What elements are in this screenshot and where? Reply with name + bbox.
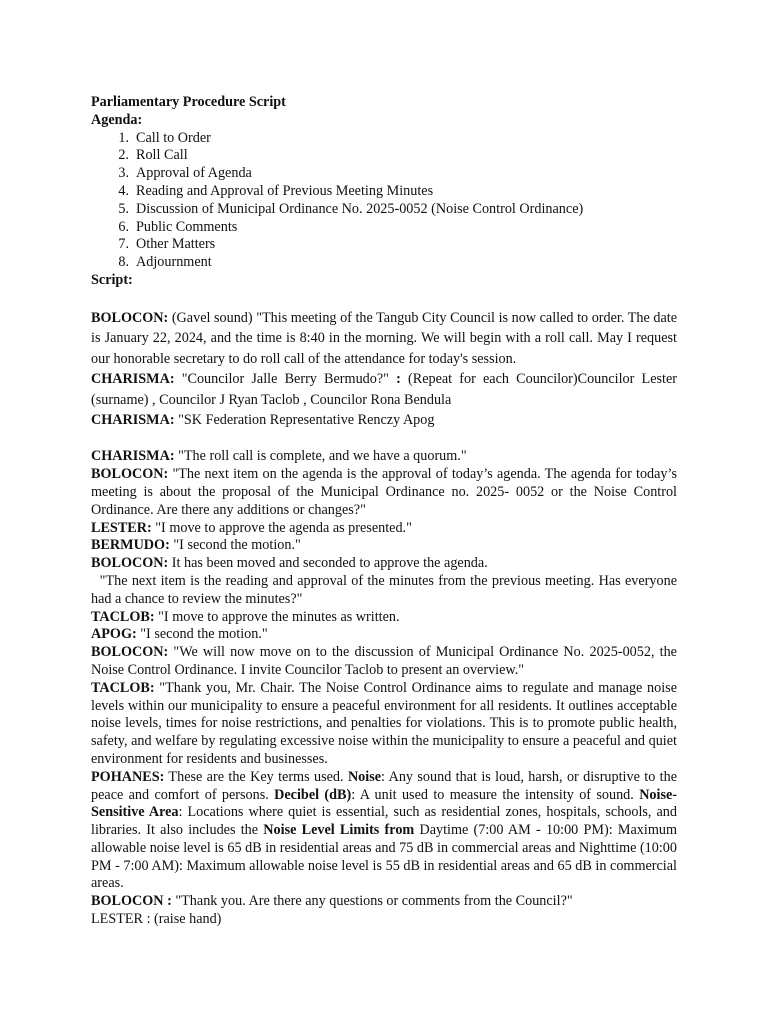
agenda-item-number: 4. bbox=[118, 182, 129, 199]
speech-text: : Any sound that is loud, harsh, or disruptive to the peace and comfort of persons. bbox=[91, 768, 678, 803]
speaker-name: CHARISMA: bbox=[91, 448, 175, 465]
agenda-item-text: Call to Order bbox=[136, 129, 211, 146]
speaker-name: TACLOB: bbox=[91, 608, 155, 625]
speech-text: These are the Key terms used. bbox=[164, 768, 348, 785]
speech-colon: : bbox=[396, 371, 401, 388]
speaker-name: BOLOCON: bbox=[91, 555, 169, 572]
speech-text: "Councilor Jalle Berry Bermudo?" bbox=[174, 371, 397, 388]
speaker-name: BOLOCON: bbox=[91, 644, 169, 661]
agenda-item-text: Other Matters bbox=[136, 236, 216, 253]
speaker-name: LESTER: bbox=[91, 519, 152, 536]
speech-text: "We will now move on to the discussion of Municipal Ordinance No. 2025-0052, the Noise Control Ordinance. I invite Councilor Taclob to present an overview." bbox=[91, 644, 677, 678]
script-line bbox=[91, 466, 677, 519]
agenda-item-text: Reading and Approval of Previous Meeting Minutes bbox=[136, 182, 434, 199]
agenda-item-number: 1. bbox=[118, 129, 129, 146]
script-line bbox=[91, 644, 677, 680]
term-decibel: Decibel (dB) bbox=[274, 786, 352, 803]
speech-text: It has been moved and seconded to approve the agenda. bbox=[168, 555, 488, 572]
agenda-item bbox=[91, 219, 677, 237]
agenda-item bbox=[91, 130, 677, 148]
agenda-item-text: Adjournment bbox=[136, 254, 212, 271]
agenda-item bbox=[91, 147, 677, 165]
script-line bbox=[91, 555, 677, 573]
speech-text: "I second the motion." bbox=[169, 537, 301, 554]
paragraph-gap bbox=[91, 290, 677, 308]
speech-text: : Locations where quiet is essential, such as residential zones, hospitals, schools, and libraries. It also includes the bbox=[91, 804, 677, 839]
speaker-name: TACLOB: bbox=[91, 679, 155, 696]
script-line bbox=[91, 537, 677, 555]
agenda-item-number: 7. bbox=[118, 236, 129, 253]
speaker-name: BERMUDO: bbox=[91, 537, 170, 554]
roll-call-block bbox=[91, 308, 677, 431]
agenda-item bbox=[91, 165, 677, 183]
term-noise-sensitive-area: Noise-Sensitive Area bbox=[91, 786, 678, 821]
script-line bbox=[91, 308, 677, 370]
speaker-name: POHANES: bbox=[91, 768, 165, 785]
speech-text: "I move to approve the minutes as written. bbox=[154, 608, 400, 625]
agenda-item-text: Roll Call bbox=[136, 147, 188, 164]
speech-text: "I move to approve the agenda as presented." bbox=[151, 519, 412, 536]
speaker-name: BOLOCON: bbox=[91, 309, 169, 326]
speaker-name: CHARISMA: bbox=[91, 412, 175, 429]
agenda-item-text: Discussion of Municipal Ordinance No. 2025-0052 (Noise Control Ordinance) bbox=[136, 200, 584, 217]
speaker-name: APOG: bbox=[91, 626, 137, 643]
speech-text: "Thank you, Mr. Chair. The Noise Control Ordinance aims to regulate and manage noise levels within our municipality to ensure a peaceful environment for all residents. It outlines acceptable noise levels, times for noise restrictions, and penalties for violations. This is to promote public health, safety, and welfare by regulating excessive noise within the municipality to ensure a peaceful and quiet environment for residents and businesses. bbox=[91, 679, 677, 767]
speech-text: "The roll call is complete, and we have a quorum." bbox=[174, 448, 467, 465]
key-terms-line bbox=[91, 769, 677, 894]
speech-text: "The next item is the reading and approval of the minutes from the previous meeting. Has everyone had a chance to review the minutes?" bbox=[91, 572, 681, 607]
agenda-item-text: Approval of Agenda bbox=[136, 165, 252, 182]
script-line bbox=[91, 911, 677, 929]
agenda-item-text: Public Comments bbox=[136, 218, 238, 235]
agenda-item-number: 5. bbox=[118, 200, 129, 217]
script-line bbox=[91, 448, 677, 466]
meeting-block bbox=[91, 448, 681, 929]
term-noise: Noise bbox=[347, 768, 382, 785]
speech-text: "SK Federation Representative Renczy Apog bbox=[174, 412, 435, 429]
script-heading: Script: bbox=[91, 271, 133, 288]
script-line bbox=[91, 680, 677, 769]
paragraph-gap bbox=[91, 431, 677, 449]
script-line bbox=[91, 609, 677, 627]
script-line bbox=[91, 410, 677, 431]
speech-text: LESTER : (raise hand) bbox=[91, 911, 222, 928]
speech-text: : A unit used to measure the intensity of sound. bbox=[351, 786, 640, 803]
speech-text: "The next item on the agenda is the approval of today’s agenda. The agenda for today’s meeting is about the proposal of the Municipal Ordinance no. 2025- 0052 or the Noise Control Ordinance. Are there any additions or changes?" bbox=[91, 466, 677, 518]
agenda-heading: Agenda: bbox=[91, 111, 143, 128]
agenda-item bbox=[91, 254, 677, 272]
speech-text: (Gavel sound) "This meeting of the Tangub City Council is now called to order. The date is January 22, 2024, and the time is 8:40 in the morning. We will begin with a roll call. May I request our honorable secretary to do roll call of the attendance for today's session. bbox=[91, 309, 677, 367]
document-title: Parliamentary Procedure Script bbox=[91, 94, 286, 110]
script-line bbox=[91, 572, 681, 609]
speech-text: "Thank you. Are there any questions or comments from the Council?" bbox=[171, 893, 573, 910]
speaker-name: CHARISMA: bbox=[91, 371, 175, 388]
agenda-item bbox=[91, 236, 677, 254]
document-page bbox=[91, 94, 681, 929]
agenda-item-number: 8. bbox=[118, 254, 129, 271]
script-line bbox=[91, 626, 677, 644]
script-line bbox=[91, 369, 677, 410]
script-line bbox=[91, 520, 677, 538]
agenda-list bbox=[91, 130, 677, 272]
speech-text: "I second the motion." bbox=[136, 626, 268, 643]
script-line bbox=[91, 893, 677, 911]
speech-text: Daytime (7:00 AM - 10:00 PM): Maximum allowable noise level is 65 dB in residential areas and 75 dB in commercial areas and Nighttime (10:00 PM - 7:00 AM): Maximum allowable noise level is 55 dB in residential areas and 65 dB in commercial areas. bbox=[91, 822, 677, 892]
agenda-item-number: 3. bbox=[118, 165, 129, 182]
agenda-item-number: 2. bbox=[118, 147, 129, 164]
speech-text: (Repeat for each Councilor)Councilor Lester (surname) , Councilor J Ryan Taclob , Councilor Rona Bendula bbox=[91, 371, 677, 408]
term-noise-level-limits: Noise Level Limits from bbox=[263, 822, 415, 839]
agenda-item bbox=[91, 201, 677, 219]
agenda-item bbox=[91, 183, 677, 201]
agenda-item-number: 6. bbox=[118, 218, 129, 235]
speaker-name: BOLOCON : bbox=[91, 893, 172, 910]
speaker-name: BOLOCON: bbox=[91, 466, 169, 483]
